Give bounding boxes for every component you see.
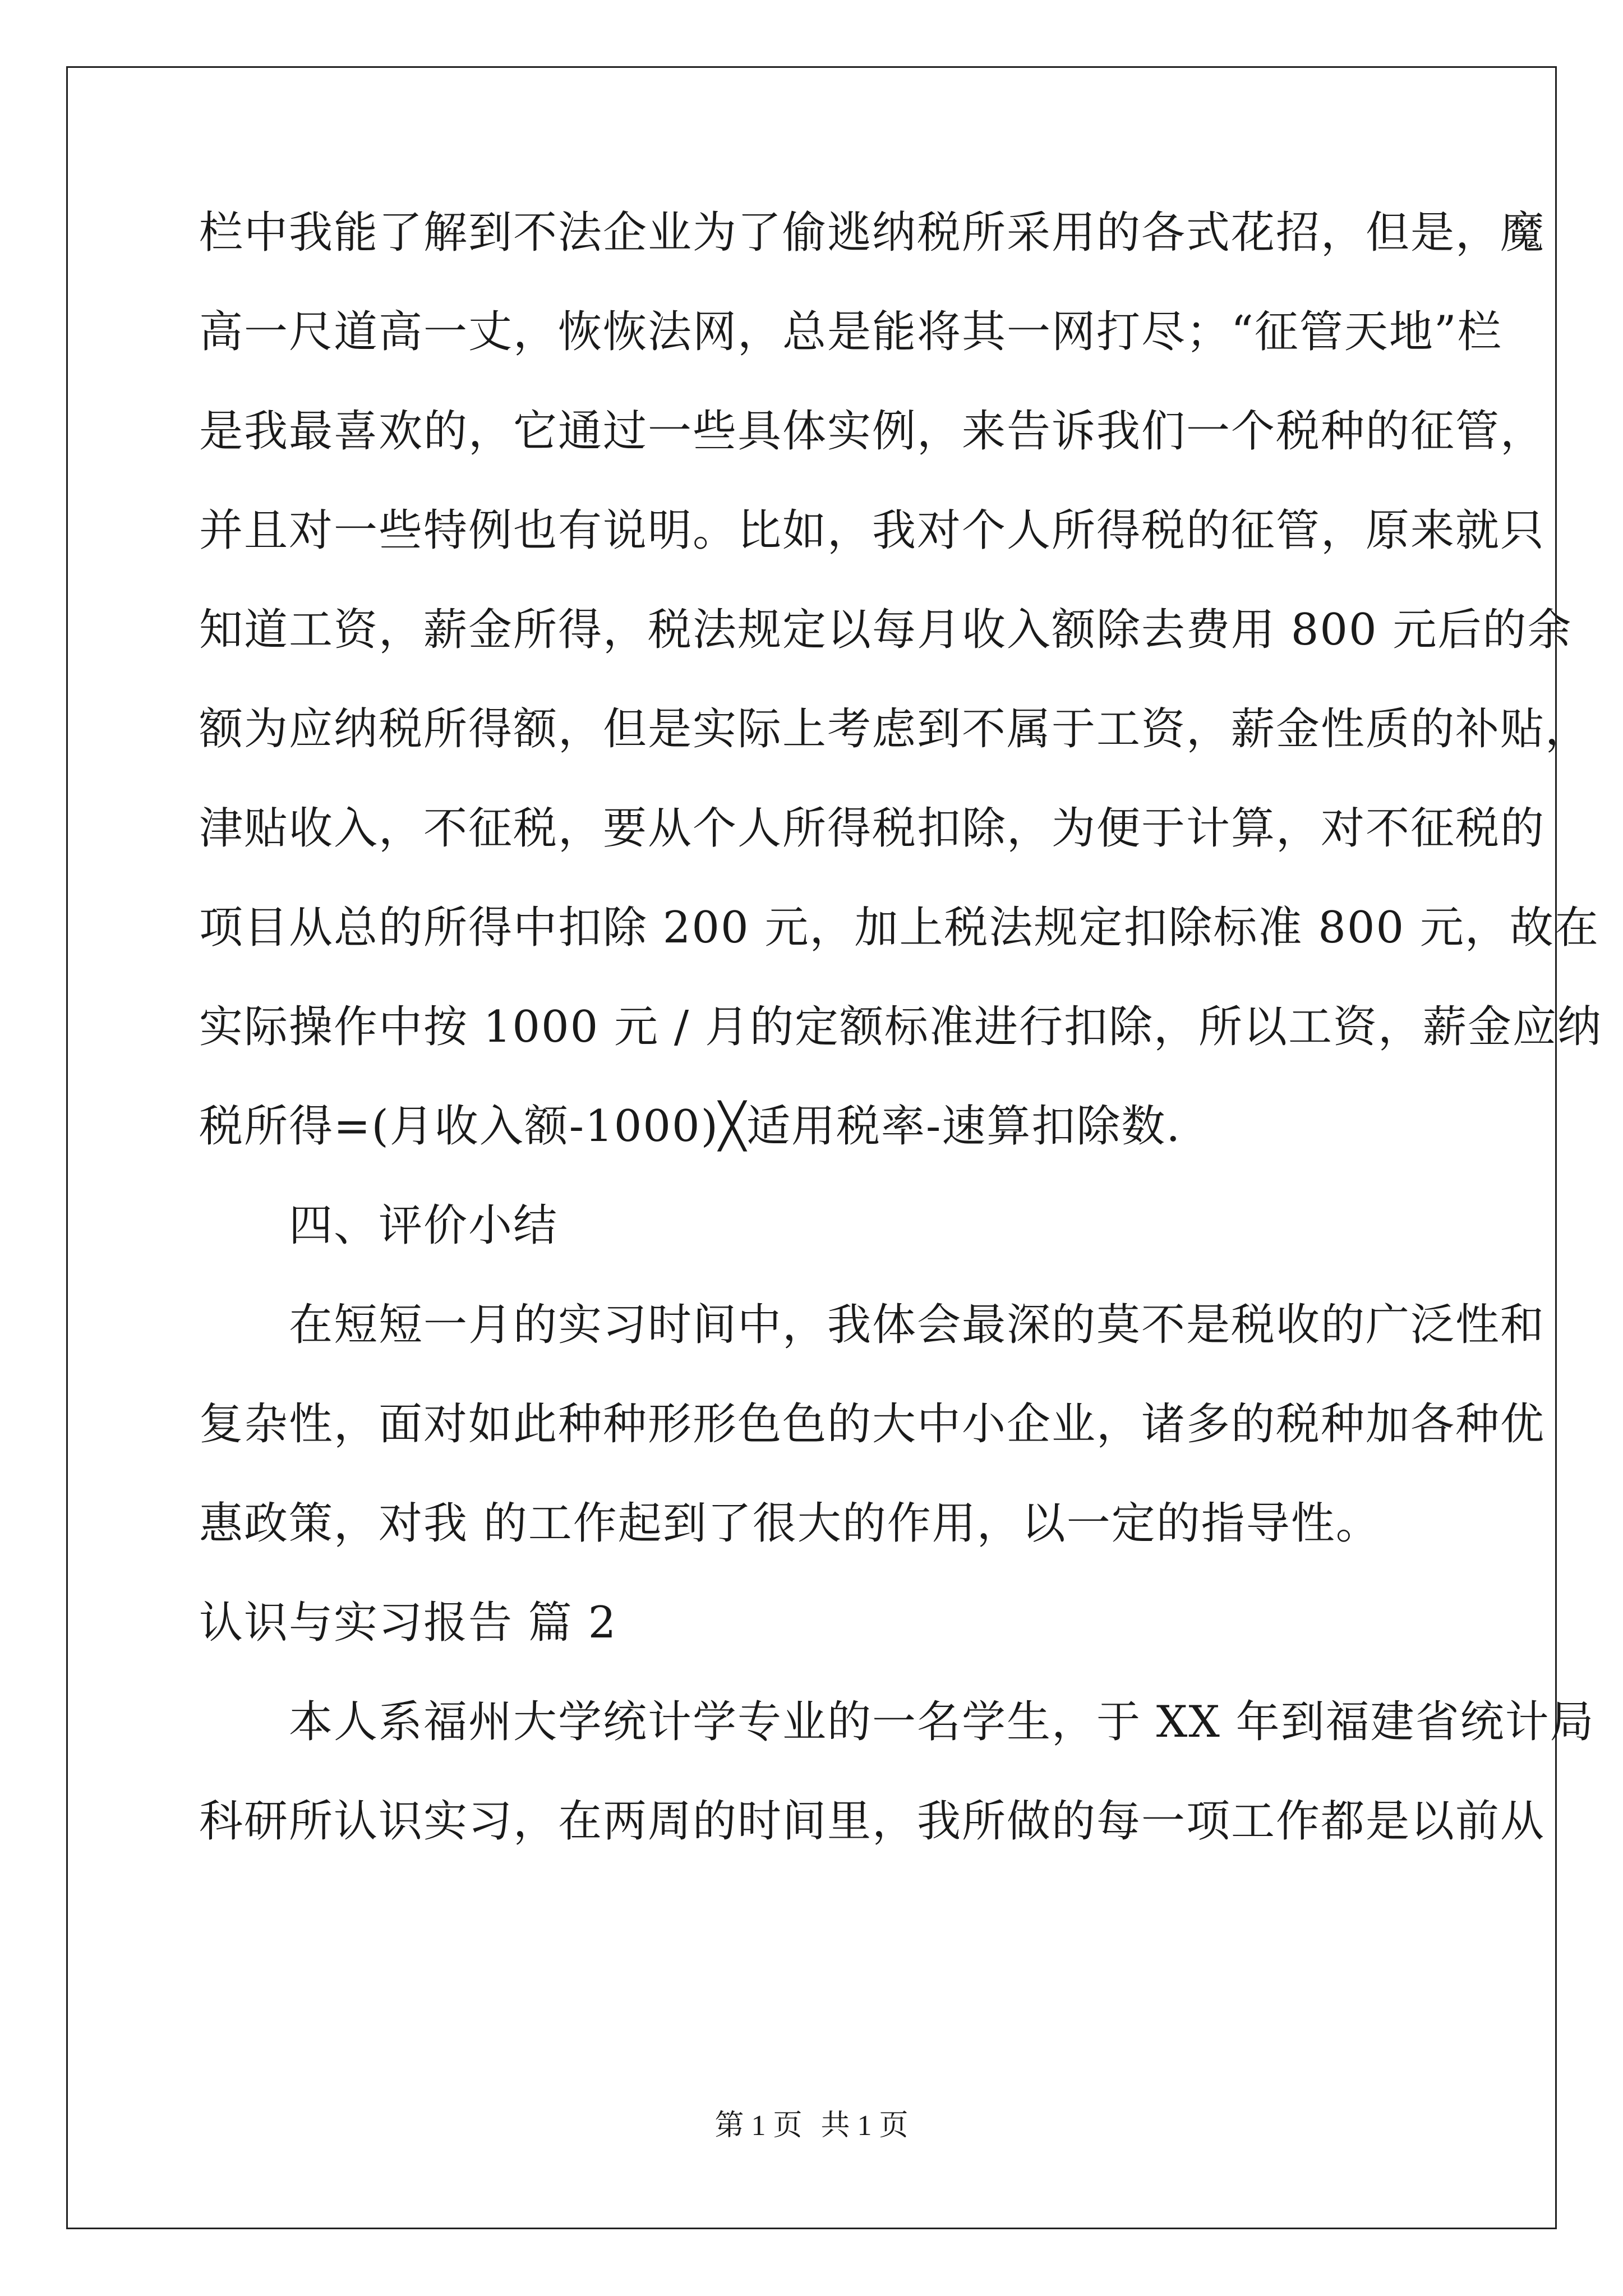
paragraph-line: 实际操作中按 1000 元 / 月的定额标准进行扣除，所以工资，薪金应纳	[199, 1002, 1602, 1052]
paragraph-line: 本人系福州大学统计学专业的一名学生，于 XX 年到福建省统计局	[289, 1697, 1595, 1747]
paragraph-line: 高一尺道高一丈，恢恢法网，总是能将其一网打尽；“征管天地”栏	[199, 307, 1502, 357]
paragraph-line: 知道工资，薪金所得，税法规定以每月收入额除去费用 800 元后的余	[199, 605, 1573, 655]
page-footer	[0, 2106, 1623, 2146]
paragraph-line: 在短短一月的实习时间中，我体会最深的莫不是税收的广泛性和	[289, 1300, 1546, 1350]
paragraph-line: 是我最喜欢的，它通过一些具体实例，来告诉我们一个税种的征管，	[199, 406, 1546, 457]
paragraph-line: 税所得=(月收入额-1000)╳适用税率-速算扣除数.	[199, 1101, 1182, 1152]
paragraph-line: 栏中我能了解到不法企业为了偷逃纳税所采用的各式花招，但是，魔	[199, 208, 1546, 258]
paragraph-line: 项目从总的所得中扣除 200 元，加上税法规定扣除标准 800 元，故在	[199, 903, 1599, 953]
paragraph-line: 复杂性，面对如此种种形形色色的大中小企业，诸多的税种加各种优	[199, 1399, 1546, 1450]
paragraph-line: 津贴收入，不征税，要从个人所得税扣除，为便于计算，对不征税的	[199, 803, 1546, 854]
paragraph-line: 额为应纳税所得额，但是实际上考虑到不属于工资，薪金性质的补贴，	[199, 704, 1590, 754]
article-title: 认识与实习报告 篇 2	[199, 1598, 617, 1648]
page-number: 第 1 页	[714, 2110, 803, 2142]
paragraph-line: 惠政策，对我 的工作起到了很大的作用，以一定的指导性。	[199, 1498, 1381, 1549]
total-pages: 共 1 页	[820, 2110, 909, 2142]
paragraph-line: 科研所认识实习，在两周的时间里，我所做的每一项工作都是以前从	[199, 1796, 1546, 1847]
paragraph-line: 并且对一些特例也有说明。比如，我对个人所得税的征管，原来就只	[199, 505, 1546, 556]
section-heading: 四、评价小结	[289, 1200, 559, 1251]
